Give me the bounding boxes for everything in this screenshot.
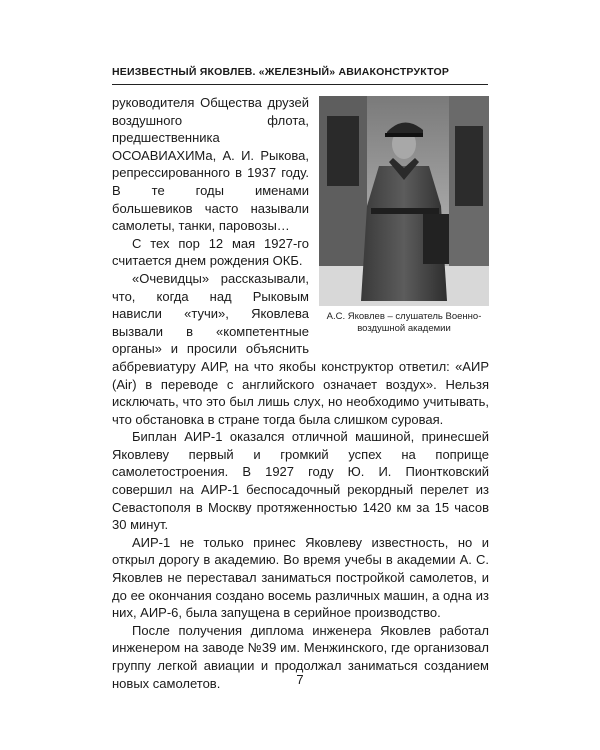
paragraph: Биплан АИР-1 оказался отличной машиной, принесшей Яковлеву первый и громкий успех на поприще самолетостроения. В 1927 году Ю. И. Пионтковский совершил на АИР-1 беспосадочный рекордный перелет из Севастополя в Москву протяженностью 1420 км за 15 часов 30 минут. [112, 429, 489, 533]
paragraph: руководителя Общества друзей воздушного флота, предшественника ОСОАВИАХИМа, А. И. Рыкова, репрессированного в 1937 году. В те годы именами большевиков часто называли самолеты, танки, паровозы… [112, 95, 309, 234]
paragraph: «Очевидцы» рассказывали, что, когда над Рыковым нависли «тучи», Яковлева вызвали в «компетентные органы» и просили объяснить аббревиатуру АИР, на что якобы конструктор ответил: «АИР (Air) в переводе с английского означает воздух». Нельзя исключать, что это был лишь слух, но необходимо учитывать, что обстановка в стране тогда была слишком суровая. [112, 270, 489, 427]
page-number: 7 [296, 672, 304, 687]
header-rule [112, 84, 488, 85]
portrait-photo-image [319, 96, 489, 306]
paragraph: После получения диплома инженера Яковлев работал инженером на заводе №39 им. Менжинского, где организовал группу легкой авиации и продолжал заниматься созданием новых самолетов. [112, 622, 489, 691]
figure-caption: А.С. Яковлев – слушатель Военно-воздушной академии [326, 311, 482, 334]
page-body [112, 94, 489, 692]
figure [319, 96, 489, 335]
portrait-photo [319, 96, 489, 306]
paragraph: АИР-1 не только принес Яковлеву известность, но и открыл дорогу в академию. Во время учебы в академии А. С. Яковлев не переставал заниматься постройкой самолетов, и до ее окончания создано восемь различных машин, а одна из них, АИР-6, была запущена в серийное производство. [112, 534, 489, 621]
running-header: НЕИЗВЕСТНЫЙ ЯКОВЛЕВ. «ЖЕЛЕЗНЫЙ» АВИАКОНСТРУКТОР [112, 66, 450, 78]
paragraph: С тех пор 12 мая 1927-го считается днем рождения ОКБ. [112, 235, 309, 269]
